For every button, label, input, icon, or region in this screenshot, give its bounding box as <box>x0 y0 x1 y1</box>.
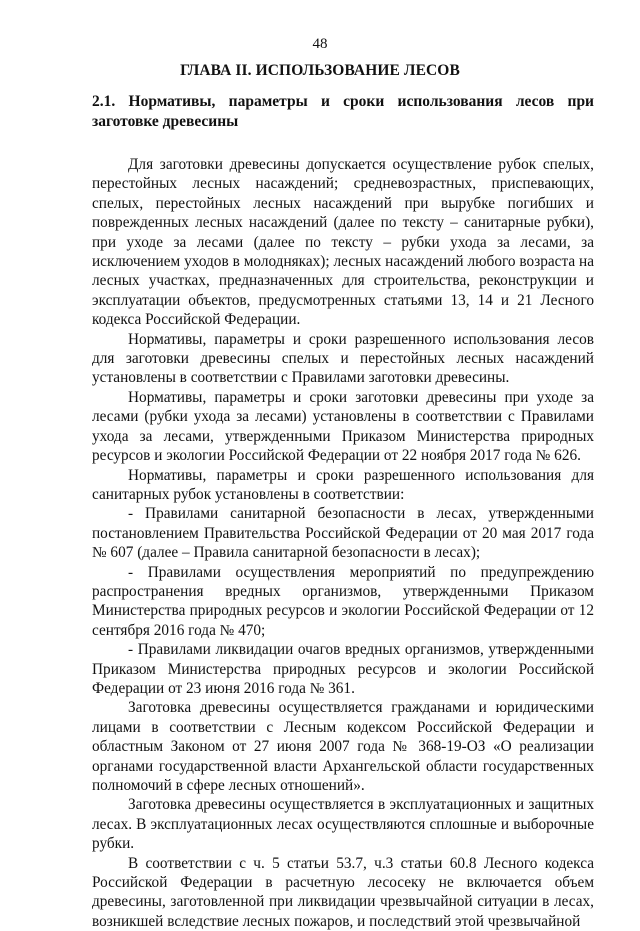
paragraph: В соответствии с ч. 5 статьи 53.7, ч.3 статьи 60.8 Лесного кодекса Российской Федерации в расчетную лесосеку не включается объем древесины, заготовленной при ликвидации чрезвычайной ситуации в лесах, возникшей вследствие лесных пожаров, и последствий этой чрезвычайной <box>92 854 594 930</box>
body-text <box>92 155 594 931</box>
paragraph: Для заготовки древесины допускается осуществление рубок спелых, перестойных лесных насаждений; средневозрастных, приспевающих, спелых, перестойных лесных насаждений при вырубке погибших и поврежденных лесных насаждений (далее по тексту – санитарные рубки), при уходе за лесами (далее по тексту – рубки ухода за лесами, за исключением уходов в молодняках); лесных насаждений любого возраста на лесных участках, предназначенных для строительства, реконструкции и эксплуатации объектов, предусмотренных статьями 13, 14 и 21 Лесного кодекса Российской Федерации. <box>92 156 594 329</box>
chapter-title: ГЛАВА II. ИСПОЛЬЗОВАНИЕ ЛЕСОВ <box>180 62 460 79</box>
list-item: - Правилами ликвидации очагов вредных организмов, утвержденными Приказом Министерства природных ресурсов и экологии Российской Федерации от 23 июня 2016 года № 361. <box>92 641 594 697</box>
paragraph: Нормативы, параметры и сроки разрешенного использования лесов для заготовки древесины спелых и перестойных лесных насаждений установлены в соответствии с Правилами заготовки древесины. <box>92 330 594 387</box>
paragraph: Нормативы, параметры и сроки заготовки древесины при уходе за лесами (рубки ухода за лесами) установлены в соответствии с Правилами ухода за лесами, утвержденными Приказом Министерства природных ресурсов и экологии Российской Федерации от 22 ноября 2017 года № 626. <box>92 388 594 465</box>
page-number: 48 <box>312 36 328 52</box>
list-item: - Правилами осуществления мероприятий по предупреждению распространения вредных организмов, утвержденными Приказом Министерства природных ресурсов и экологии Российской Федерации от 12 сентября 2016 года № 470; <box>92 563 594 639</box>
list-item: - Правилами санитарной безопасности в лесах, утвержденными постановлением Правительства Российской Федерации от 20 мая 2017 года № 607 (далее – Правила санитарной безопасности в лесах); <box>92 505 594 562</box>
paragraph: Заготовка древесины осуществляется гражданами и юридическими лицами в соответствии с Лесным кодексом Российской Федерации и областным Законом от 27 июня 2007 года № 368-19-ОЗ «О реализации органами государственной власти Архангельской области государственных полномочий в сфере лесных отношений». <box>92 699 594 794</box>
section-title: 2.1. Нормативы, параметры и сроки использования лесов при заготовке древесины <box>92 93 594 130</box>
paragraph: Заготовка древесины осуществляется в эксплуатационных и защитных лесах. В эксплуатационных лесах осуществляются сплошные и выборочные рубки. <box>92 796 594 853</box>
paragraph: Нормативы, параметры и сроки разрешенного использования для санитарных рубок установлены в соответствии: <box>92 466 594 503</box>
